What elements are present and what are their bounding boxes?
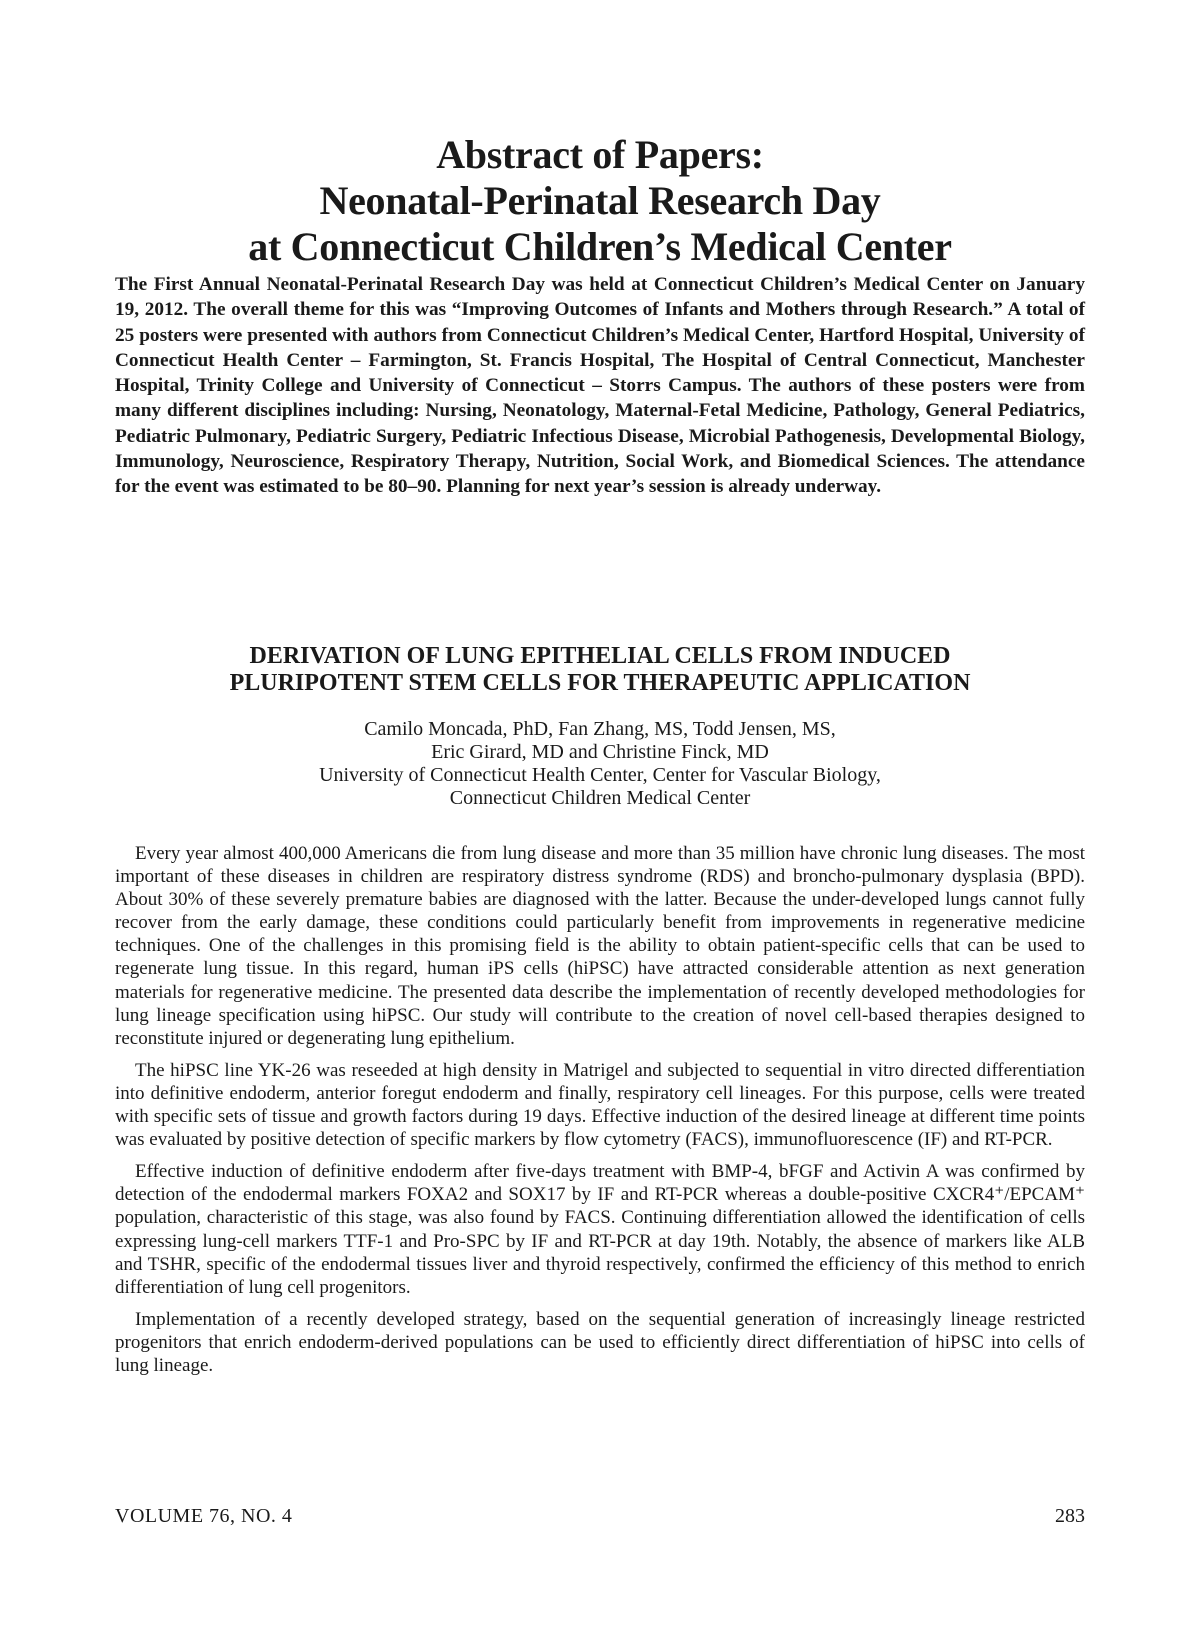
- title-line-1: Abstract of Papers:: [436, 132, 764, 177]
- title-line-3: at Connecticut Children’s Medical Center: [248, 224, 952, 269]
- body-paragraph-2: The hiPSC line YK-26 was reseeded at high density in Matrigel and subjected to sequential in vitro directed differentiation into definitive endoderm, anterior foregut endoderm and finally, respiratory cell lineages. For this purpose, cells were treated with specific sets of tissue and growth factors during 19 days. Effective induction of the desired lineage at different time points was evaluated by positive detection of specific markers by flow cytometry (FACS), immunofluorescence (IF) and RT-PCR.: [115, 1059, 1085, 1151]
- page-title: [0, 132, 1200, 270]
- title-line-2: Neonatal-Perinatal Research Day: [319, 178, 881, 223]
- body-paragraph-4: Implementation of a recently developed strategy, based on the sequential generation of increasingly lineage restricted progenitors that enrich endoderm-derived populations can be used to efficiently direct differentiation of hiPSC into cells of lung lineage.: [115, 1308, 1085, 1376]
- article-title-line-2: PLURIPOTENT STEM CELLS FOR THERAPEUTIC APPLICATION: [229, 670, 971, 696]
- authors-line-1: Camilo Moncada, PhD, Fan Zhang, MS, Todd Jensen, MS,: [364, 718, 836, 740]
- article-title-line-1: DERIVATION OF LUNG EPITHELIAL CELLS FROM INDUCED: [249, 643, 951, 669]
- article-title: [0, 643, 1200, 697]
- article-body: [115, 842, 1085, 1386]
- author-block: [0, 718, 1200, 810]
- authors-line-2: Eric Girard, MD and Christine Finck, MD: [431, 741, 769, 763]
- affiliation-line-2: Connecticut Children Medical Center: [449, 787, 751, 809]
- page-number: 283: [1055, 1505, 1085, 1527]
- body-paragraph-1: Every year almost 400,000 Americans die from lung disease and more than 35 million have chronic lung diseases. The most important of these diseases in children are respiratory distress syndrome (RDS) and broncho-pulmonary dysplasia (BPD). About 30% of these severely premature babies are diagnosed with the latter. Because the under-developed lungs cannot fully recover from the early damage, these conditions could particularly benefit from improvements in regenerative medicine techniques. One of the challenges in this promising field is the ability to obtain patient-specific cells that can be used to regenerate lung tissue. In this regard, human iPS cells (hiPSC) have attracted considerable attention as next generation materials for regenerative medicine. The presented data describe the implementation of recently developed methodologies for lung lineage specification using hiPSC. Our study will contribute to the creation of novel cell-based therapies designed to reconstitute injured or degenerating lung epithelium.: [115, 843, 1085, 1049]
- intro-paragraph: The First Annual Neonatal-Perinatal Research Day was held at Connecticut Children’s Medical Center on January 19, 2012. The overall theme for this was “Improving Outcomes of Infants and Mothers through Research.” A total of 25 posters were presented with authors from Connecticut Children’s Medical Center, Hartford Hospital, University of Connecticut Health Center – Farmington, St. Francis Hospital, The Hospital of Central Connecticut, Manchester Hospital, Trinity College and University of Connecticut – Storrs Campus. The authors of these posters were from many different disciplines including: Nursing, Neonatology, Maternal-Fetal Medicine, Pathology, General Pediatrics, Pediatric Pulmonary, Pediatric Surgery, Pediatric Infectious Disease, Microbial Pathogenesis, Developmental Biology, Immunology, Neuroscience, Respiratory Therapy, Nutrition, Social Work, and Biomedical Sciences. The attendance for the event was estimated to be 80–90. Planning for next year’s session is already underway.: [115, 274, 1085, 498]
- volume-label: VOLUME 76, NO. 4: [115, 1505, 293, 1527]
- body-paragraph-3: Effective induction of definitive endoderm after five-days treatment with BMP-4, bFGF and Activin A was confirmed by detection of the endodermal markers FOXA2 and SOX17 by IF and RT-PCR whereas a double-positive CXCR4⁺/EPCAM⁺ population, characteristic of this stage, was also found by FACS. Continuing differentiation allowed the identification of cells expressing lung-cell markers TTF-1 and Pro-SPC by IF and RT-PCR at day 19th. Notably, the absence of markers like ALB and TSHR, specific of the endodermal tissues liver and thyroid respectively, confirmed the efficiency of this method to enrich differentiation of lung cell progenitors.: [115, 1161, 1085, 1298]
- affiliation-line-1: University of Connecticut Health Center, Center for Vascular Biology,: [319, 764, 881, 786]
